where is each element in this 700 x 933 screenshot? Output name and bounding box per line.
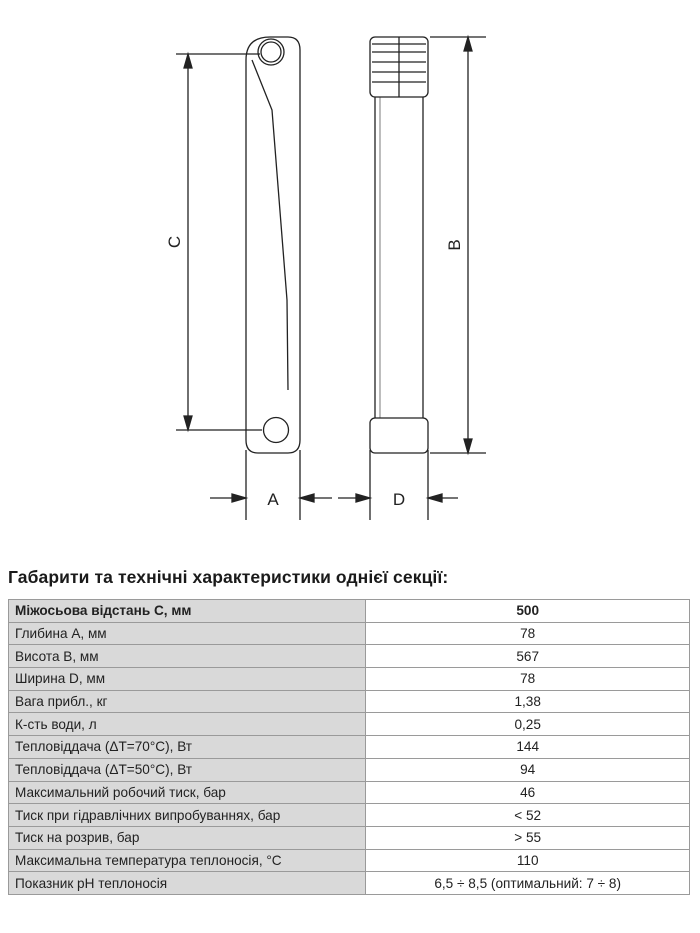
spec-value: > 55: [365, 826, 690, 849]
radiator-side-profile: [246, 37, 300, 520]
spec-spacer: [690, 736, 698, 759]
dimension-c: [176, 54, 262, 430]
spec-spacer: [690, 668, 698, 691]
spec-value: 500: [365, 600, 690, 623]
spec-value: < 52: [365, 804, 690, 827]
spec-label: Висота В, мм: [9, 645, 366, 668]
spec-row: [9, 781, 699, 804]
spec-value: 78: [365, 668, 690, 691]
spec-spacer: [690, 645, 698, 668]
spec-value: 110: [365, 849, 690, 872]
spec-label: Максимальна температура теплоносія, °C: [9, 849, 366, 872]
label-a: A: [267, 490, 279, 509]
spec-row: [9, 713, 699, 736]
spec-row: [9, 668, 699, 691]
label-d: D: [392, 490, 406, 509]
spec-spacer: [690, 849, 698, 872]
spec-row: [9, 804, 699, 827]
spec-spacer: [690, 826, 698, 849]
spec-spacer: [690, 622, 698, 645]
spec-spacer: [690, 758, 698, 781]
spec-value: 567: [365, 645, 690, 668]
spec-row: [9, 600, 699, 623]
specs-table: [8, 599, 698, 895]
spec-value: 0,25: [365, 713, 690, 736]
spec-label: Тепловіддача (ΔT=70°C), Вт: [9, 736, 366, 759]
spec-row: [9, 645, 699, 668]
spec-label: Тиск при гідравлічних випробуваннях, бар: [9, 804, 366, 827]
spec-value: 1,38: [365, 690, 690, 713]
spec-row: [9, 736, 699, 759]
spec-spacer: [690, 804, 698, 827]
spec-label: Показник pH теплоносія: [9, 872, 366, 895]
spec-row: [9, 690, 699, 713]
spec-label: Тепловіддача (ΔT=50°C), Вт: [9, 758, 366, 781]
spec-row: [9, 758, 699, 781]
spec-spacer: [690, 713, 698, 736]
spec-value: 46: [365, 781, 690, 804]
spec-value: 6,5 ÷ 8,5 (оптимальний: 7 ÷ 8): [365, 872, 690, 895]
spec-row: [9, 849, 699, 872]
spec-spacer: [690, 872, 698, 895]
spec-row: [9, 622, 699, 645]
spec-value: 144: [365, 736, 690, 759]
spec-label: Глибина А, мм: [9, 622, 366, 645]
bottom-nipple-hole: [264, 418, 289, 443]
spec-row: [9, 872, 699, 895]
spec-value: 94: [365, 758, 690, 781]
spec-label: Максимальний робочий тиск, бар: [9, 781, 366, 804]
spec-label: Міжосьова відстань С, мм: [9, 600, 366, 623]
spec-label: Ширина D, мм: [9, 668, 366, 691]
spec-spacer: [690, 690, 698, 713]
spec-label: Тиск на розрив, бар: [9, 826, 366, 849]
label-c: C: [165, 235, 184, 249]
spec-value: 78: [365, 622, 690, 645]
spec-spacer: [690, 600, 698, 623]
label-b: B: [445, 239, 464, 251]
spec-row: [9, 826, 699, 849]
top-nipple-hole: [258, 39, 284, 65]
spec-spacer: [690, 781, 698, 804]
section-title: Габарити та технічні характеристики однієї секції:: [8, 567, 449, 587]
radiator-front-profile: [370, 37, 428, 520]
spec-label: К-сть води, л: [9, 713, 366, 736]
spec-label: Вага прибл., кг: [9, 690, 366, 713]
